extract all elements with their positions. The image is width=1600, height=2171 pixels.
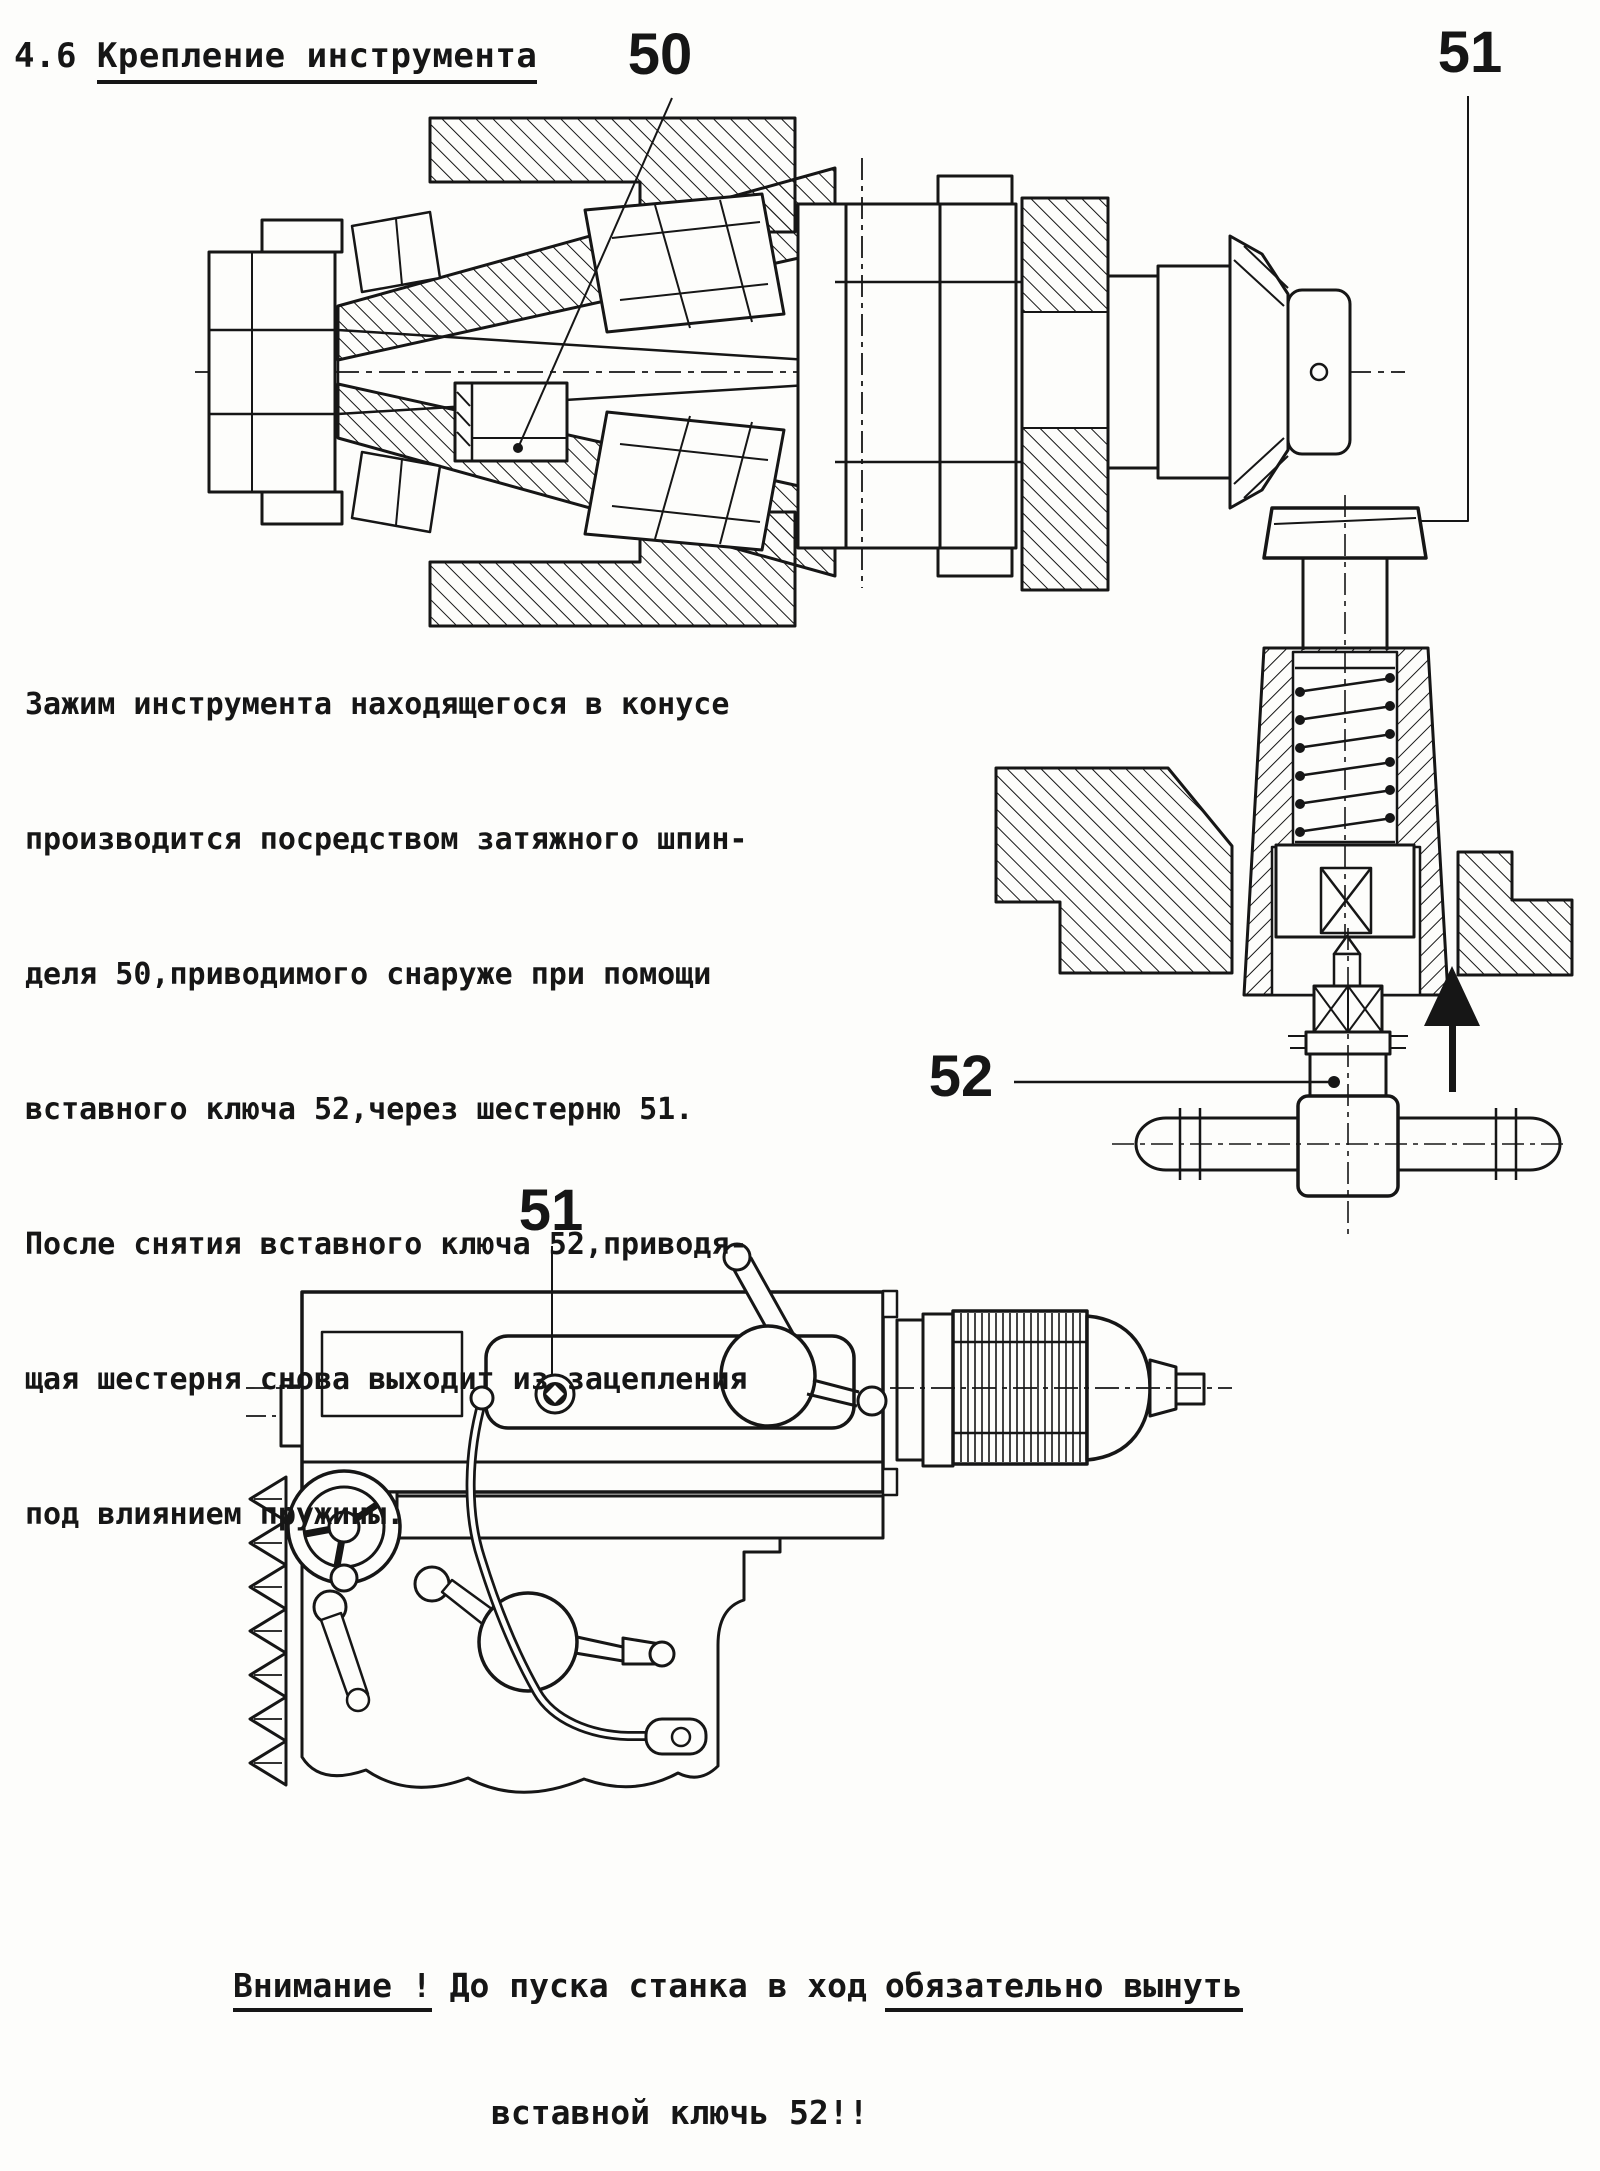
callout-51-top: 51	[1437, 20, 1503, 85]
paragraph-line: щая шестерня снова выходит из зацепления	[25, 1362, 748, 1397]
shaft-ring	[1108, 276, 1158, 468]
warning-middle: До пуска станка в ход	[449, 1966, 867, 2005]
callout-51-bottom: 51	[518, 1178, 584, 1243]
leader-52	[1014, 1076, 1340, 1088]
housing-wall-left	[996, 768, 1232, 973]
quill-ring	[897, 1320, 923, 1460]
headstock-wall	[1022, 198, 1108, 590]
leader-51-top	[1387, 96, 1468, 526]
paragraph-line: вставного ключа 52,через шестерню 51.	[25, 1092, 694, 1127]
body-paragraph	[25, 592, 747, 1582]
warning-underlined: обязательно вынуть	[885, 1966, 1243, 2012]
paragraph-line: деля 50,приводимого снаруже при помощи	[25, 957, 712, 992]
warning-line1	[233, 1966, 1243, 2005]
spindle-tip-end	[1176, 1374, 1204, 1404]
callout-50: 50	[627, 22, 693, 87]
warning-attention: Внимание !	[233, 1966, 432, 2012]
drawbar-50	[455, 383, 567, 461]
paragraph-line: Зажим инструмента находящегося в конусе	[25, 687, 730, 722]
end-cap	[1288, 290, 1350, 454]
warning-line2: вставной ключь 52!!	[491, 2093, 869, 2132]
wrench-tip-cylinder	[1334, 954, 1360, 986]
body-tab	[883, 1291, 897, 1317]
housing-wall-right	[1458, 852, 1572, 975]
taper-bore-line	[338, 383, 840, 414]
section-number: 4.6	[14, 36, 77, 76]
bevel-gear-on-spindle	[1230, 236, 1288, 508]
paragraph-line: производится посредством затяжного шпин-	[25, 822, 748, 857]
paragraph-line: После снятия вставного ключа 52,приводя-	[25, 1227, 748, 1262]
paragraph-line: под влиянием пружины.	[25, 1497, 405, 1532]
section-heading	[14, 36, 537, 76]
collet-nut	[209, 220, 342, 524]
pulley-hub	[798, 176, 1016, 576]
section-title: Крепление инструмента	[97, 36, 537, 84]
shaft-ring	[1158, 266, 1230, 478]
taper-bearing-bottom	[585, 412, 784, 550]
warning-note	[233, 1888, 1243, 2171]
callout-52: 52	[928, 1044, 994, 1109]
taper-bearing-top	[585, 194, 784, 332]
quill-ring	[923, 1314, 953, 1466]
taper-bore-line	[338, 330, 840, 362]
body-tab	[883, 1469, 897, 1495]
